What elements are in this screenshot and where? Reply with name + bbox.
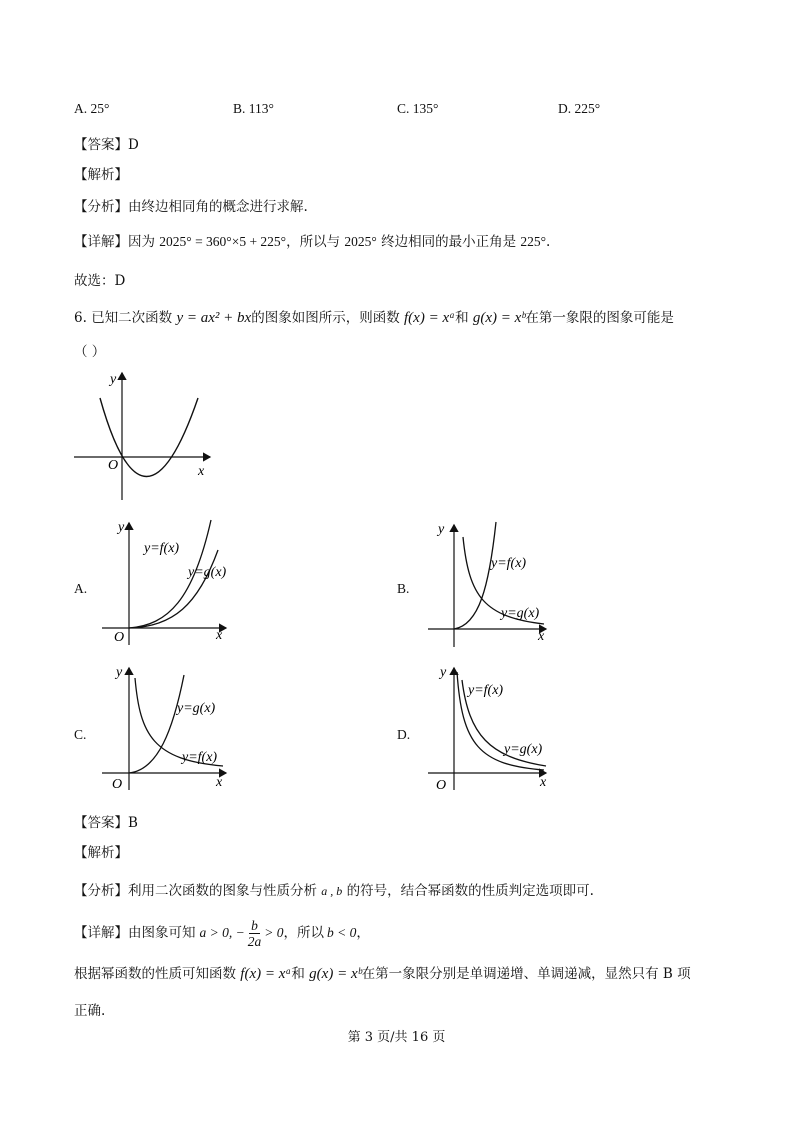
origin-label: O: [114, 630, 125, 645]
curve-f: [454, 522, 496, 629]
quadratic-equation: y = ax² + bx: [176, 310, 252, 326]
origin-label: O: [436, 778, 447, 793]
choice-a-graph: [98, 515, 238, 650]
answer-tag: 【答案】: [74, 137, 128, 153]
conclusion-text: 和: [291, 966, 305, 982]
choice-b-label: B.: [397, 581, 410, 596]
choice-a-label: A.: [74, 581, 88, 596]
question-text: 和: [455, 310, 469, 326]
option-c: C. 135°: [397, 101, 439, 116]
x-axis-label: x: [198, 464, 205, 479]
xiangjie-tag: 【详解】: [74, 234, 128, 250]
condition: a > 0, −: [199, 925, 245, 940]
fraction-numerator: b: [251, 917, 258, 933]
x-axis-label: x: [540, 775, 547, 790]
condition-tail: > 0: [264, 925, 284, 940]
answer-value: D: [128, 137, 139, 153]
answer-angle: 225°: [520, 234, 547, 249]
origin-label: O: [112, 777, 123, 792]
fenxi-tag: 【分析】: [74, 883, 128, 899]
label-f: y=f(x): [468, 683, 504, 698]
curve-g: [129, 550, 218, 628]
question-6: [74, 309, 674, 327]
question-text: 已知二次函数: [91, 310, 173, 326]
function-g: g(x) = xᵇ: [309, 966, 362, 982]
question-number: 6.: [74, 310, 87, 326]
label-f: y=f(x): [491, 556, 527, 571]
xiangjie-text: 由图象可知: [128, 925, 196, 941]
function-f: f(x) = xᵃ: [240, 966, 292, 982]
choice-c-graph: [98, 660, 238, 795]
y-axis-label: y: [440, 665, 447, 680]
x-axis-label: x: [216, 775, 223, 790]
option-d: D. 225°: [558, 101, 601, 116]
y-axis-label: y: [438, 522, 445, 537]
question-text: 的图象如图所示，则函数: [251, 310, 400, 326]
x-axis-label: x: [538, 629, 545, 644]
fenxi-5: [74, 198, 308, 216]
y-axis-label: y: [116, 665, 123, 680]
label-g: y=g(x): [188, 565, 227, 580]
choice-d-label: D.: [397, 727, 411, 742]
choose-5: 故选：D: [74, 273, 126, 289]
analysis-5-tag: 【解析】: [74, 167, 128, 183]
label-g: y=g(x): [504, 742, 543, 757]
result: b < 0: [326, 925, 357, 940]
equation: 2025° = 360°×5 + 225°: [159, 234, 287, 249]
function-f: f(x) = xᵃ: [404, 310, 456, 326]
params-ab: a , b: [321, 884, 343, 898]
xiangjie-text: .: [546, 234, 551, 250]
analysis-6-tag: 【解析】: [74, 845, 128, 861]
origin-label: O: [108, 458, 119, 473]
option-a: A. 25°: [74, 101, 110, 116]
conclusion-text: 根据幂函数的性质可知函数: [74, 966, 236, 982]
xiangjie-text: ，所以与: [286, 234, 341, 250]
conclusion-end: 正确.: [74, 1003, 106, 1019]
label-g: y=g(x): [177, 701, 216, 716]
label-f: y=f(x): [182, 750, 218, 765]
fenxi-text: 利用二次函数的图象与性质分析: [128, 883, 317, 899]
function-g: g(x) = xᵇ: [472, 310, 526, 326]
xiangjie-text: ，: [356, 925, 370, 941]
fenxi-text: 由终边相同角的概念进行求解.: [128, 199, 308, 215]
answer-tag: 【答案】: [74, 815, 128, 831]
xiangjie-text: ，所以: [283, 925, 324, 941]
fenxi-tag: 【分析】: [74, 199, 128, 215]
label-f: y=f(x): [144, 541, 180, 556]
answer-6: [74, 814, 138, 832]
x-axis-label: x: [216, 628, 223, 643]
fraction-denominator: 2a: [247, 933, 262, 949]
answer-value: B: [128, 815, 138, 831]
choice-b-graph: [424, 517, 554, 652]
choice-c-label: C.: [74, 727, 87, 742]
angle-value: 2025°: [344, 234, 377, 249]
answer-paren: （ ）: [74, 344, 106, 360]
label-g: y=g(x): [501, 606, 540, 621]
option-b: B. 113°: [233, 101, 274, 116]
xiangjie-6: [74, 912, 370, 954]
fenxi-6: [74, 882, 594, 900]
page-footer: 第 3 页/共 16 页: [347, 1030, 446, 1045]
choice-d-graph: [424, 660, 554, 795]
question-text: 在第一象限的图象可能是: [525, 310, 674, 326]
fraction: [248, 918, 262, 949]
fenxi-text: 的符号，结合幂函数的性质判定选项即可.: [346, 883, 594, 899]
y-axis-label: y: [118, 520, 125, 535]
curve-g: [129, 675, 184, 773]
xiangjie-5: [74, 233, 550, 251]
answer-5: [74, 136, 139, 154]
conclusion-6: [74, 965, 691, 983]
xiangjie-text: 因为: [128, 234, 155, 250]
xiangjie-tag: 【详解】: [74, 925, 128, 941]
xiangjie-text: 终边相同的最小正角是: [381, 234, 517, 250]
conclusion-text: 在第一象限分别是单调递增、单调递减，显然只有 B 项: [361, 966, 691, 982]
quadratic-graph: [70, 365, 220, 500]
y-axis-label: y: [110, 372, 117, 387]
